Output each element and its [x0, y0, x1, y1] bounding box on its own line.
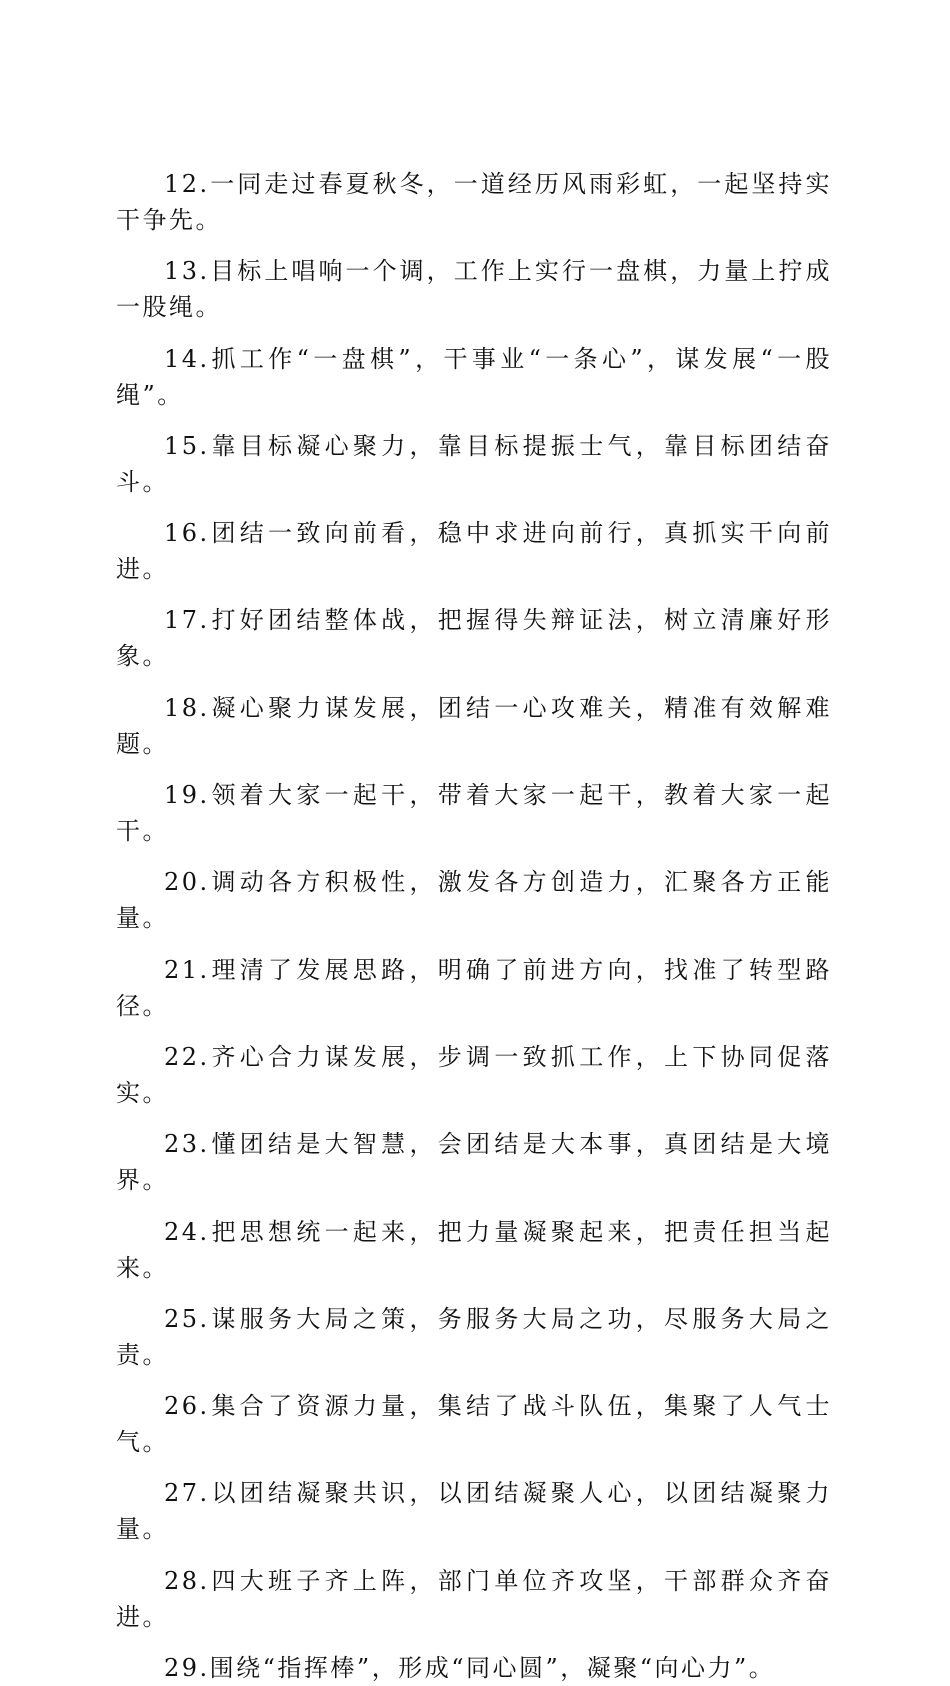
- list-item: 25.谋服务大局之策，务服务大局之功，尽服务大局之责。: [116, 1304, 832, 1369]
- list-item: 27.以团结凝聚共识，以团结凝聚人心，以团结凝聚力量。: [116, 1479, 832, 1544]
- list-item: 28.四大班子齐上阵，部门单位齐攻坚，干部群众齐奋进。: [116, 1566, 832, 1631]
- list-item: 23.懂团结是大智慧，会团结是大本事，真团结是大境界。: [116, 1130, 832, 1195]
- list-item: 18.凝心聚力谋发展，团结一心攻难关，精准有效解难题。: [116, 693, 832, 758]
- list-item: 15.靠目标凝心聚力，靠目标提振士气，靠目标团结奋斗。: [116, 431, 832, 496]
- list-item: 19.领着大家一起干，带着大家一起干，教着大家一起干。: [116, 781, 832, 846]
- list-item: 17.打好团结整体战，把握得失辩证法，树立清廉好形象。: [116, 606, 832, 671]
- list-item: 13.目标上唱响一个调，工作上实行一盘棋，力量上拧成一股绳。: [116, 257, 832, 322]
- list-item: 29.围绕“指挥棒”，形成“同心圆”，凝聚“向心力”。: [164, 1654, 776, 1683]
- list-item: 20.调动各方积极性，激发各方创造力，汇聚各方正能量。: [116, 868, 832, 933]
- list-item: 22.齐心合力谋发展，步调一致抓工作，上下协同促落实。: [116, 1042, 832, 1107]
- document-body: [116, 166, 832, 1686]
- list-item: 21.理清了发展思路，明确了前进方向，找准了转型路径。: [116, 955, 832, 1020]
- list-item: 26.集合了资源力量，集结了战斗队伍，集聚了人气士气。: [116, 1392, 832, 1457]
- list-item: 12.一同走过春夏秋冬，一道经历风雨彩虹，一起坚持实干争先。: [116, 170, 832, 234]
- list-item: 16.团结一致向前看，稳中求进向前行，真抓实干向前进。: [116, 519, 832, 584]
- list-item: 24.把思想统一起来，把力量凝聚起来，把责任担当起来。: [116, 1217, 832, 1282]
- list-item: 14.抓工作“一盘棋”，干事业“一条心”，谋发展“一股绳”。: [116, 344, 832, 409]
